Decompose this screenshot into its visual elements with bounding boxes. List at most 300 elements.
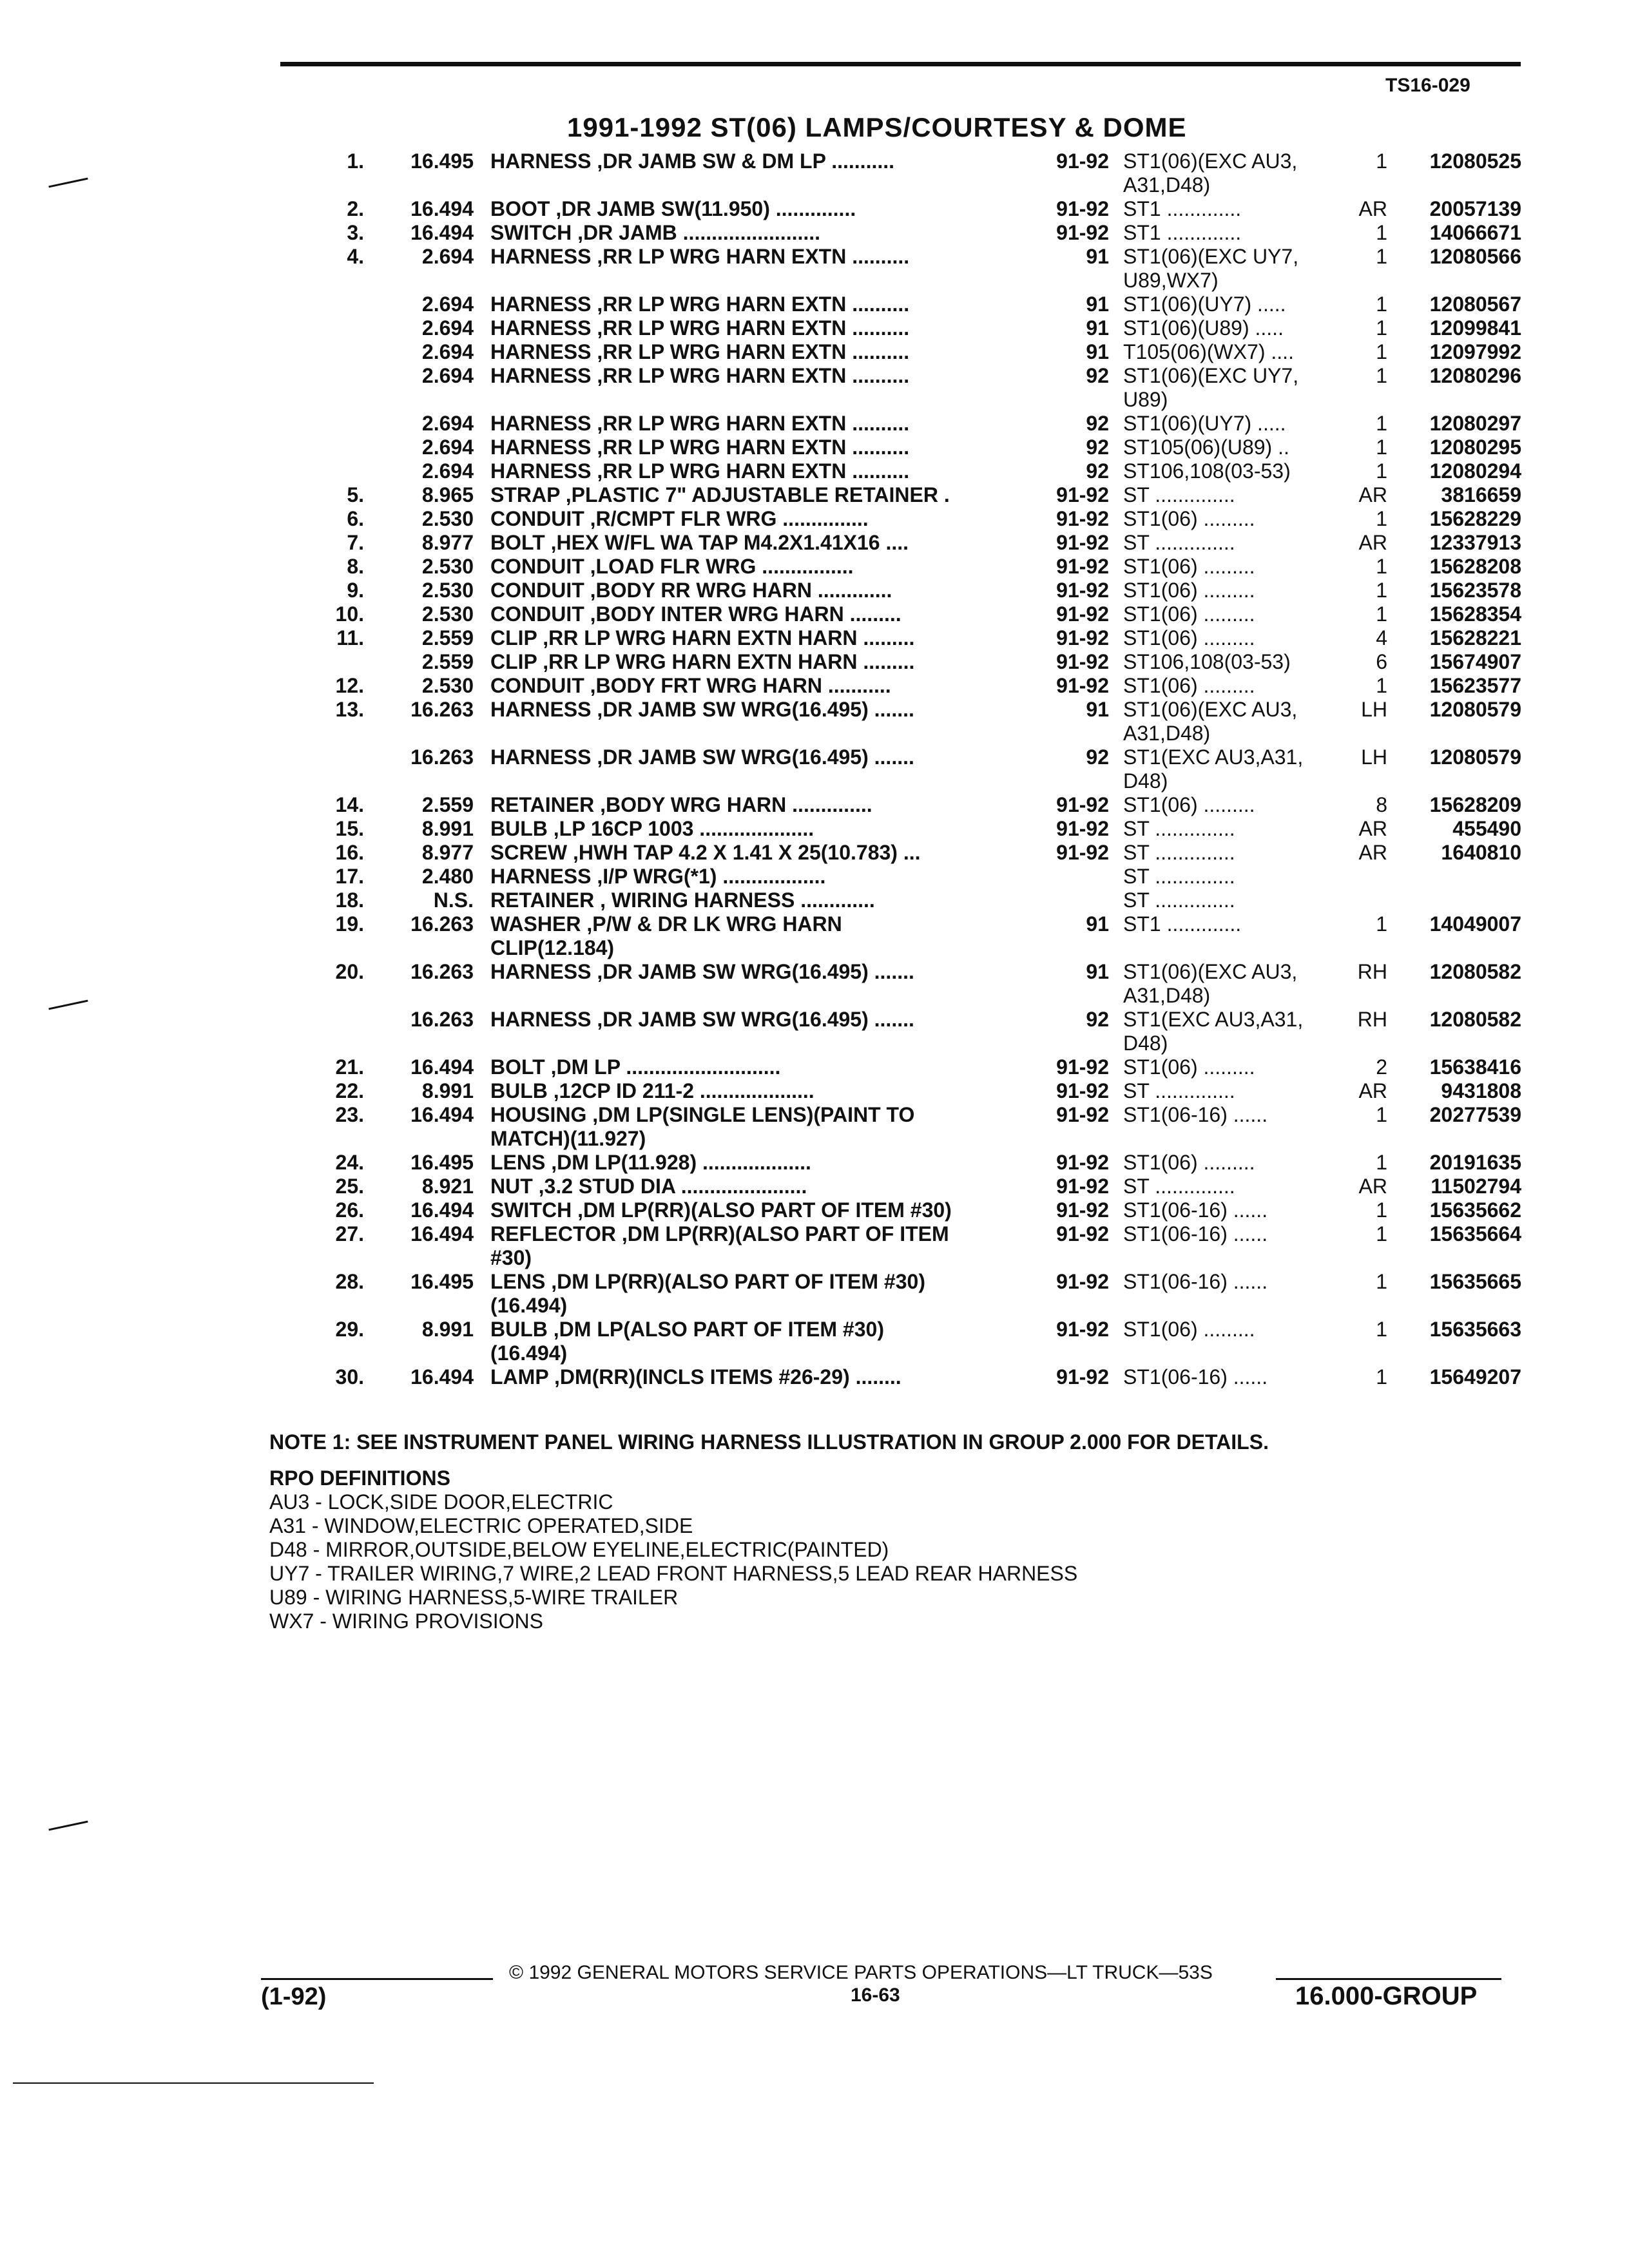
part-number: 14066671 — [1429, 221, 1521, 244]
item-number — [303, 1246, 377, 1270]
model-code: A31,D48) — [1123, 173, 1211, 197]
quantity: 1 — [1376, 1151, 1387, 1174]
model-code: ST1(06-16) ...... — [1123, 1103, 1268, 1126]
item-number: 9. — [347, 579, 364, 602]
model-years: 91-92 — [1056, 626, 1109, 649]
item-number: 19. — [335, 912, 364, 936]
group-number: 2.694 — [421, 459, 474, 483]
part-description — [490, 722, 1041, 745]
quantity: 1 — [1376, 1318, 1387, 1341]
parts-row — [303, 507, 1521, 531]
model-code — [1123, 1294, 1339, 1318]
group-number: 2.530 — [421, 602, 474, 626]
parts-row — [303, 960, 1521, 984]
parts-row — [303, 436, 1521, 459]
model-code: D48) — [1123, 1032, 1168, 1055]
part-description: MATCH)(11.927) — [490, 1127, 646, 1150]
quantity: 1 — [1376, 912, 1387, 936]
part-number — [1399, 388, 1521, 412]
item-number: 30. — [335, 1365, 364, 1389]
footer-group: 16.000-GROUP — [1295, 1982, 1478, 2010]
part-number — [1399, 984, 1521, 1008]
quantity: 1 — [1376, 1365, 1387, 1389]
model-years — [1041, 1341, 1123, 1365]
part-number: 14049007 — [1429, 912, 1521, 936]
model-years: 91-92 — [1056, 841, 1109, 864]
model-code: ST1(06)(UY7) ..... — [1123, 293, 1286, 316]
model-years: 91-92 — [1056, 650, 1109, 673]
model-code: ST1(06-16) ...... — [1123, 1198, 1268, 1222]
item-number: 10. — [335, 602, 364, 626]
model-years: 91-92 — [1056, 817, 1109, 840]
part-number: 455490 — [1452, 817, 1521, 840]
parts-row — [303, 1222, 1521, 1246]
part-description — [490, 984, 1041, 1008]
part-description — [490, 388, 1041, 412]
group-number: 2.694 — [421, 412, 474, 435]
model-code: ST1(EXC AU3,A31, — [1123, 1008, 1304, 1031]
group-number: 2.694 — [421, 340, 474, 363]
parts-row — [303, 1341, 1521, 1365]
item-number — [303, 936, 377, 960]
group-number — [377, 936, 490, 960]
item-number: 11. — [336, 626, 364, 649]
item-number: 5. — [347, 483, 364, 506]
quantity — [1339, 269, 1399, 293]
part-description: LAMP ,DM(RR)(INCLS ITEMS #26-29) ........ — [490, 1365, 901, 1389]
part-description: HOUSING ,DM LP(SINGLE LENS)(PAINT TO — [490, 1103, 915, 1126]
quantity: RH — [1357, 1008, 1387, 1031]
part-description: HARNESS ,DR JAMB SW WRG(16.495) ....... — [490, 1008, 914, 1031]
rpo-item: AU3 - LOCK,SIDE DOOR,ELECTRIC — [269, 1490, 613, 1514]
parts-row — [303, 1032, 1521, 1055]
group-number: 2.559 — [421, 650, 474, 673]
part-number: 15628209 — [1429, 793, 1521, 816]
group-number: 16.494 — [410, 221, 474, 244]
part-number: 12080525 — [1429, 149, 1521, 173]
model-code: ST .............. — [1123, 889, 1235, 912]
item-number — [303, 436, 377, 459]
parts-row — [303, 388, 1521, 412]
parts-row — [303, 912, 1521, 936]
parts-row — [303, 221, 1521, 245]
item-number: 20. — [335, 960, 364, 983]
quantity: 1 — [1376, 245, 1387, 268]
rpo-item: UY7 - TRAILER WIRING,7 WIRE,2 LEAD FRONT HARNESS,5 LEAD REAR HARNESS — [269, 1562, 1078, 1585]
item-number — [303, 316, 377, 340]
quantity: 1 — [1376, 602, 1387, 626]
quantity — [1339, 173, 1399, 197]
model-code — [1123, 1341, 1339, 1365]
model-code: ST1(06) ......... — [1123, 602, 1255, 626]
part-description: (16.494) — [490, 1294, 568, 1317]
part-number: 15674907 — [1429, 650, 1521, 673]
quantity — [1339, 865, 1399, 889]
part-number: 12097992 — [1429, 340, 1521, 363]
part-description: HARNESS ,DR JAMB SW WRG(16.495) ....... — [490, 698, 914, 721]
model-code: ST1(06)(EXC UY7, — [1123, 245, 1299, 268]
group-number: 16.495 — [410, 1151, 474, 1174]
part-description: REFLECTOR ,DM LP(RR)(ALSO PART OF ITEM — [490, 1222, 949, 1245]
item-number: 24. — [335, 1151, 364, 1174]
part-description: STRAP ,PLASTIC 7" ADJUSTABLE RETAINER . — [490, 483, 950, 506]
model-years — [1041, 269, 1123, 293]
item-number: 29. — [335, 1318, 364, 1341]
parts-row — [303, 316, 1521, 340]
group-number — [377, 1246, 490, 1270]
model-years — [1041, 1032, 1123, 1055]
group-number: 16.263 — [410, 698, 474, 721]
quantity: AR — [1358, 1079, 1387, 1102]
parts-row — [303, 865, 1521, 889]
item-number: 21. — [335, 1055, 364, 1079]
model-code: ST1(06)(EXC UY7, — [1123, 364, 1299, 387]
model-years: 91-92 — [1056, 149, 1109, 173]
model-code: ST .............. — [1123, 531, 1235, 554]
part-number — [1399, 1032, 1521, 1055]
group-number — [377, 984, 490, 1008]
item-number — [303, 364, 377, 388]
margin-mark — [48, 1000, 88, 1010]
part-number: 1640810 — [1441, 841, 1521, 864]
model-code: U89,WX7) — [1123, 269, 1219, 292]
model-code: ST .............. — [1123, 483, 1235, 506]
item-number: 25. — [335, 1175, 364, 1198]
model-code: ST1 ............. — [1123, 912, 1242, 936]
part-number: 12080579 — [1429, 745, 1521, 769]
model-code: ST106,108(03-53) — [1123, 459, 1291, 483]
part-number: 12080566 — [1429, 245, 1521, 268]
model-code: ST1(06-16) ...... — [1123, 1222, 1268, 1245]
parts-row — [303, 936, 1521, 960]
quantity: 1 — [1376, 364, 1387, 387]
parts-row — [303, 1103, 1521, 1127]
group-number: 16.494 — [410, 1198, 474, 1222]
item-number: 18. — [335, 889, 364, 912]
model-years: 91-92 — [1056, 1198, 1109, 1222]
part-description: BULB ,LP 16CP 1003 .................... — [490, 817, 815, 840]
item-number — [303, 293, 377, 316]
group-number: 2.694 — [421, 245, 474, 268]
quantity: RH — [1357, 960, 1387, 983]
quantity — [1339, 1341, 1399, 1365]
quantity — [1339, 889, 1399, 912]
part-description — [490, 769, 1041, 793]
model-years: 91-92 — [1056, 1175, 1109, 1198]
group-number: 8.921 — [421, 1175, 474, 1198]
quantity: 1 — [1376, 507, 1387, 530]
quantity — [1339, 1127, 1399, 1151]
part-description: HARNESS ,I/P WRG(*1) .................. — [490, 865, 826, 888]
group-number: 2.530 — [421, 555, 474, 578]
item-number: 1. — [347, 149, 364, 173]
quantity: 1 — [1376, 555, 1387, 578]
model-code: ST .............. — [1123, 865, 1235, 888]
item-number: 15. — [335, 817, 364, 840]
item-number: 14. — [335, 793, 364, 816]
part-description: CLIP ,RR LP WRG HARN EXTN HARN ......... — [490, 650, 915, 673]
page-title: 1991-1992 ST(06) LAMPS/COURTESY & DOME — [567, 112, 1187, 142]
part-description: BOLT ,DM LP ........................... — [490, 1055, 781, 1079]
part-number — [1399, 722, 1521, 745]
group-number: 2.480 — [421, 865, 474, 888]
item-number: 8. — [347, 555, 364, 578]
group-number: 2.559 — [421, 793, 474, 816]
model-years: 91-92 — [1056, 221, 1109, 244]
part-description: HARNESS ,DR JAMB SW & DM LP ........... — [490, 149, 895, 173]
part-description: NUT ,3.2 STUD DIA ...................... — [490, 1175, 807, 1198]
group-number: 16.494 — [410, 1365, 474, 1389]
quantity: 1 — [1376, 149, 1387, 173]
model-years: 91-92 — [1056, 579, 1109, 602]
item-number — [303, 650, 377, 674]
part-description: CONDUIT ,LOAD FLR WRG ................ — [490, 555, 854, 578]
rpo-item: A31 - WINDOW,ELECTRIC OPERATED,SIDE — [269, 1514, 693, 1537]
parts-row — [303, 245, 1521, 269]
parts-row — [303, 340, 1521, 364]
model-code: T105(06)(WX7) .... — [1123, 340, 1294, 363]
model-code: ST .............. — [1123, 1175, 1235, 1198]
quantity: 8 — [1376, 793, 1387, 816]
part-description: #30) — [490, 1246, 532, 1269]
parts-row — [303, 1175, 1521, 1198]
part-description: LENS ,DM LP(RR)(ALSO PART OF ITEM #30) — [490, 1270, 925, 1293]
part-number: 12080297 — [1429, 412, 1521, 435]
part-description: CONDUIT ,BODY FRT WRG HARN ........... — [490, 674, 891, 697]
item-number: 27. — [335, 1222, 364, 1245]
part-number: 15635664 — [1429, 1222, 1521, 1245]
model-code: ST1(06) ......... — [1123, 1151, 1255, 1174]
parts-row — [303, 817, 1521, 841]
item-number: 13. — [335, 698, 364, 721]
part-number: 12080582 — [1429, 960, 1521, 983]
footer-rule-right — [1276, 1978, 1501, 1980]
model-code: ST105(06)(U89) .. — [1123, 436, 1289, 459]
part-number: 15628221 — [1429, 626, 1521, 649]
part-description: CONDUIT ,R/CMPT FLR WRG ............... — [490, 507, 869, 530]
part-number — [1399, 769, 1521, 793]
model-code: ST1(06) ......... — [1123, 579, 1255, 602]
model-years: 91 — [1086, 698, 1109, 721]
document-id: TS16-029 — [1385, 75, 1470, 96]
parts-row — [303, 722, 1521, 745]
part-description: CLIP(12.184) — [490, 936, 615, 959]
model-years: 92 — [1086, 436, 1109, 459]
quantity: 1 — [1376, 1198, 1387, 1222]
model-code: U89) — [1123, 388, 1168, 411]
rpo-item: U89 - WIRING HARNESS,5-WIRE TRAILER — [269, 1586, 679, 1609]
part-number: 20191635 — [1429, 1151, 1521, 1174]
model-code: ST106,108(03-53) — [1123, 650, 1291, 673]
model-years: 91-92 — [1056, 1151, 1109, 1174]
parts-row — [303, 1198, 1521, 1222]
group-number: 2.530 — [421, 579, 474, 602]
item-number — [303, 269, 377, 293]
parts-row — [303, 1270, 1521, 1294]
part-number — [1399, 1127, 1521, 1151]
parts-table — [303, 149, 1521, 1389]
model-years: 91-92 — [1056, 1318, 1109, 1341]
part-number: 12080579 — [1429, 698, 1521, 721]
part-number: 12099841 — [1429, 316, 1521, 340]
group-number: 16.495 — [410, 149, 474, 173]
part-description: HARNESS ,RR LP WRG HARN EXTN .......... — [490, 316, 910, 340]
parts-row — [303, 483, 1521, 507]
model-code: ST1(06)(EXC AU3, — [1123, 149, 1298, 173]
model-years: 91-92 — [1056, 674, 1109, 697]
model-code: ST1 ............. — [1123, 221, 1242, 244]
part-number: 15635665 — [1429, 1270, 1521, 1293]
group-number — [377, 1127, 490, 1151]
group-number — [377, 173, 490, 197]
model-years: 91-92 — [1056, 602, 1109, 626]
part-description: BULB ,DM LP(ALSO PART OF ITEM #30) — [490, 1318, 884, 1341]
part-description: SWITCH ,DM LP(RR)(ALSO PART OF ITEM #30) — [490, 1198, 952, 1222]
part-number — [1399, 1246, 1521, 1270]
part-description — [490, 269, 1041, 293]
item-number — [303, 388, 377, 412]
model-code: ST .............. — [1123, 1079, 1235, 1102]
model-years: 91-92 — [1056, 531, 1109, 554]
model-code: ST1(06)(EXC AU3, — [1123, 960, 1298, 983]
group-number — [377, 388, 490, 412]
item-number: 7. — [347, 531, 364, 554]
model-code: ST .............. — [1123, 817, 1235, 840]
rpo-title: RPO DEFINITIONS — [269, 1466, 450, 1490]
part-number: 15635662 — [1429, 1198, 1521, 1222]
parts-row — [303, 269, 1521, 293]
model-code: ST1(06)(UY7) ..... — [1123, 412, 1286, 435]
item-number — [303, 769, 377, 793]
group-number: 16.263 — [410, 960, 474, 983]
footer-page-number: 16-63 — [851, 1984, 900, 2006]
item-number: 28. — [335, 1270, 364, 1293]
model-code: ST1(EXC AU3,A31, — [1123, 745, 1304, 769]
model-code — [1123, 1127, 1339, 1151]
model-years: 91-92 — [1056, 197, 1109, 220]
group-number: 2.694 — [421, 293, 474, 316]
model-code: A31,D48) — [1123, 984, 1211, 1007]
model-years: 92 — [1086, 364, 1109, 387]
part-number: 12080294 — [1429, 459, 1521, 483]
item-number — [303, 984, 377, 1008]
parts-row — [303, 459, 1521, 483]
model-years — [1041, 1127, 1123, 1151]
footer-revision: (1-92) — [261, 1983, 327, 2010]
part-description: RETAINER , WIRING HARNESS ............. — [490, 889, 875, 912]
quantity: 1 — [1376, 579, 1387, 602]
part-number — [1399, 936, 1521, 960]
parts-row — [303, 698, 1521, 722]
group-number — [377, 722, 490, 745]
quantity: LH — [1361, 698, 1387, 721]
parts-row — [303, 197, 1521, 221]
quantity — [1339, 1294, 1399, 1318]
item-number — [303, 1127, 377, 1151]
part-description: RETAINER ,BODY WRG HARN .............. — [490, 793, 872, 816]
rpo-item: D48 - MIRROR,OUTSIDE,BELOW EYELINE,ELECTRIC(PAINTED) — [269, 1538, 889, 1561]
note-1: NOTE 1: SEE INSTRUMENT PANEL WIRING HARNESS ILLUSTRATION IN GROUP 2.000 FOR DETAILS. — [269, 1430, 1269, 1454]
footer-copyright: © 1992 GENERAL MOTORS SERVICE PARTS OPERATIONS—LT TRUCK—53S — [509, 1962, 1213, 1983]
quantity: 4 — [1376, 626, 1387, 649]
model-code: ST1(06) ......... — [1123, 1055, 1255, 1079]
part-description: CONDUIT ,BODY RR WRG HARN ............. — [490, 579, 892, 602]
parts-row — [303, 793, 1521, 817]
quantity: AR — [1358, 483, 1387, 506]
item-number — [303, 412, 377, 436]
part-description: HARNESS ,RR LP WRG HARN EXTN .......... — [490, 436, 910, 459]
item-number — [303, 1341, 377, 1365]
part-description: BOOT ,DR JAMB SW(11.950) .............. — [490, 197, 856, 220]
part-number: 9431808 — [1441, 1079, 1521, 1102]
group-number: 16.263 — [410, 912, 474, 936]
item-number: 22. — [335, 1079, 364, 1102]
parts-row — [303, 984, 1521, 1008]
parts-row — [303, 1151, 1521, 1175]
part-number: 20277539 — [1429, 1103, 1521, 1126]
group-number: 8.991 — [421, 1079, 474, 1102]
group-number: 2.694 — [421, 436, 474, 459]
parts-row — [303, 1008, 1521, 1032]
part-description: HARNESS ,RR LP WRG HARN EXTN .......... — [490, 340, 910, 363]
part-number: 12080296 — [1429, 364, 1521, 387]
model-years — [1041, 936, 1123, 960]
part-description: HARNESS ,RR LP WRG HARN EXTN .......... — [490, 293, 910, 316]
part-number — [1399, 269, 1521, 293]
group-number — [377, 769, 490, 793]
quantity: 1 — [1376, 674, 1387, 697]
model-years: 91-92 — [1056, 507, 1109, 530]
part-number: 20057139 — [1429, 197, 1521, 220]
group-number: 8.991 — [421, 1318, 474, 1341]
model-years — [1041, 722, 1123, 745]
group-number: 8.991 — [421, 817, 474, 840]
quantity — [1339, 1246, 1399, 1270]
part-number: 15649207 — [1429, 1365, 1521, 1389]
model-years — [1041, 388, 1123, 412]
model-years — [1041, 984, 1123, 1008]
part-number — [1399, 865, 1521, 889]
quantity: LH — [1361, 745, 1387, 769]
parts-row — [303, 1294, 1521, 1318]
part-description — [490, 173, 1041, 197]
parts-row — [303, 674, 1521, 698]
model-code — [1123, 1246, 1339, 1270]
part-number: 11502794 — [1431, 1175, 1521, 1198]
item-number: 23. — [335, 1103, 364, 1126]
model-code: D48) — [1123, 769, 1168, 793]
parts-row — [303, 1127, 1521, 1151]
model-years — [1041, 769, 1123, 793]
model-code: ST1(06) ......... — [1123, 555, 1255, 578]
parts-row — [303, 626, 1521, 650]
parts-table-body — [303, 149, 1521, 1389]
quantity: 1 — [1376, 1222, 1387, 1245]
part-description: HARNESS ,DR JAMB SW WRG(16.495) ....... — [490, 960, 914, 983]
part-description — [490, 1032, 1041, 1055]
item-number: 17. — [335, 865, 364, 888]
part-number: 15628354 — [1429, 602, 1521, 626]
model-code: ST1 ............. — [1123, 197, 1242, 220]
quantity: AR — [1358, 197, 1387, 220]
model-years: 91-92 — [1056, 1055, 1109, 1079]
parts-row — [303, 1079, 1521, 1103]
model-years: 92 — [1086, 745, 1109, 769]
group-number: 16.263 — [410, 1008, 474, 1031]
group-number — [377, 1032, 490, 1055]
top-rule — [280, 62, 1521, 66]
part-number: 12080582 — [1429, 1008, 1521, 1031]
